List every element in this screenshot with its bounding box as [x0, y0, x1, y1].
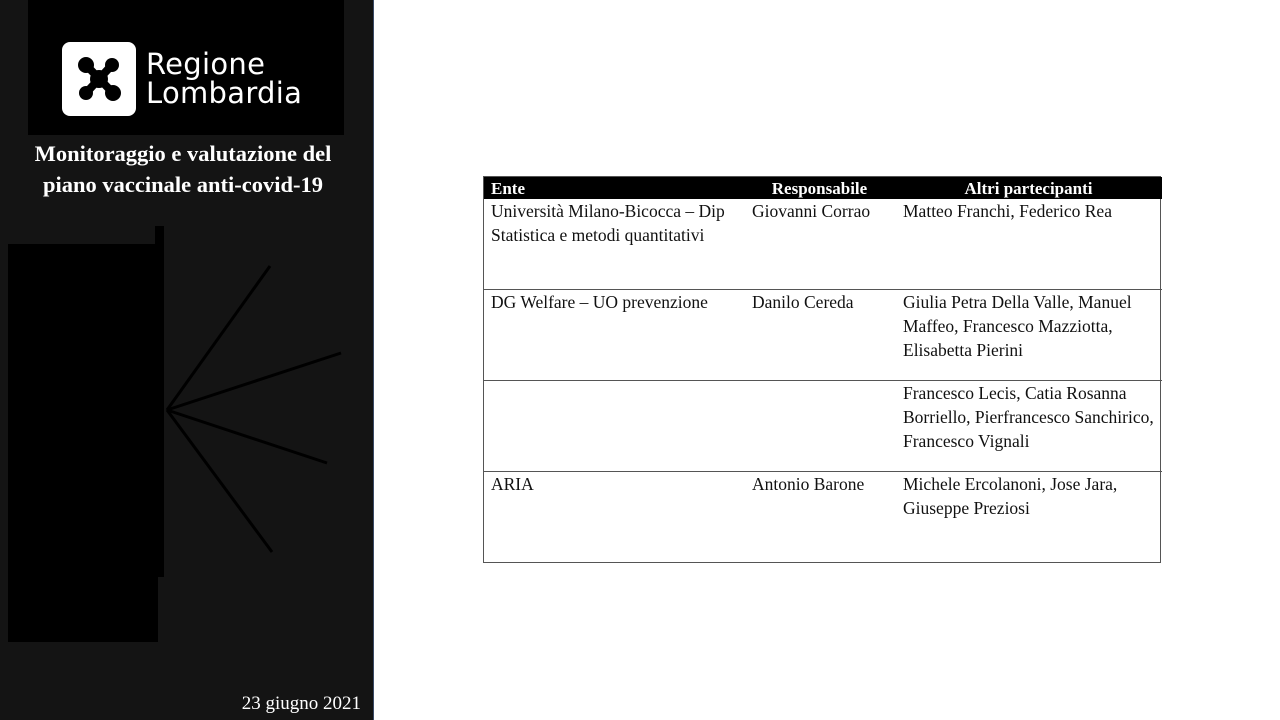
logo-text — [146, 47, 303, 110]
cell-ente — [484, 381, 744, 472]
cell-ente: DG Welfare – UO prevenzione — [484, 290, 744, 381]
cell-responsabile: Giovanni Corrao — [752, 201, 871, 221]
logo-line-1: Regione — [146, 47, 266, 81]
slide-title — [10, 138, 356, 200]
sidebar — [0, 0, 374, 720]
participants-table — [483, 176, 1161, 563]
cell-altri: Giulia Petra Della Valle, Manuel Maffeo, Francesco Mazziotta, Elisabetta Pierini — [895, 290, 1162, 381]
table-row — [484, 381, 1162, 472]
table-row — [484, 472, 1162, 563]
logo-line-2: Lombardia — [146, 76, 303, 110]
regione-lombardia-logo-icon — [62, 42, 136, 116]
header-responsabile: Responsabile — [744, 177, 895, 199]
cell-altri: Matteo Franchi, Federico Rea — [903, 201, 1112, 221]
logo-block — [28, 0, 344, 135]
cell-responsabile — [744, 381, 895, 472]
header-altri-partecipanti: Altri partecipanti — [895, 177, 1162, 199]
cell-responsabile: Danilo Cereda — [744, 290, 895, 381]
cell-altri: Michele Ercolanoni, Jose Jara, Giuseppe Preziosi — [895, 472, 1162, 563]
table-row — [484, 199, 1162, 290]
header-ente: Ente — [484, 177, 744, 199]
date-label: 23 giugno 2021 — [241, 693, 361, 714]
slide-title-line-2: piano vaccinale anti-covid-19 — [43, 172, 323, 197]
cell-ente: ARIA — [484, 472, 744, 563]
slide-title-line-1: Monitoraggio e valutazione del — [34, 141, 332, 166]
cell-responsabile: Antonio Barone — [744, 472, 895, 563]
cell-altri: Francesco Lecis, Catia Rosanna Borriello, Pierfrancesco Sanchirico, Francesco Vignali — [895, 381, 1162, 472]
table-header-row — [484, 177, 1162, 199]
table-row — [484, 290, 1162, 381]
decorative-artwork — [0, 220, 373, 660]
cell-ente: Università Milano-Bicocca – Dip Statistica e metodi quantitativi — [491, 201, 725, 245]
